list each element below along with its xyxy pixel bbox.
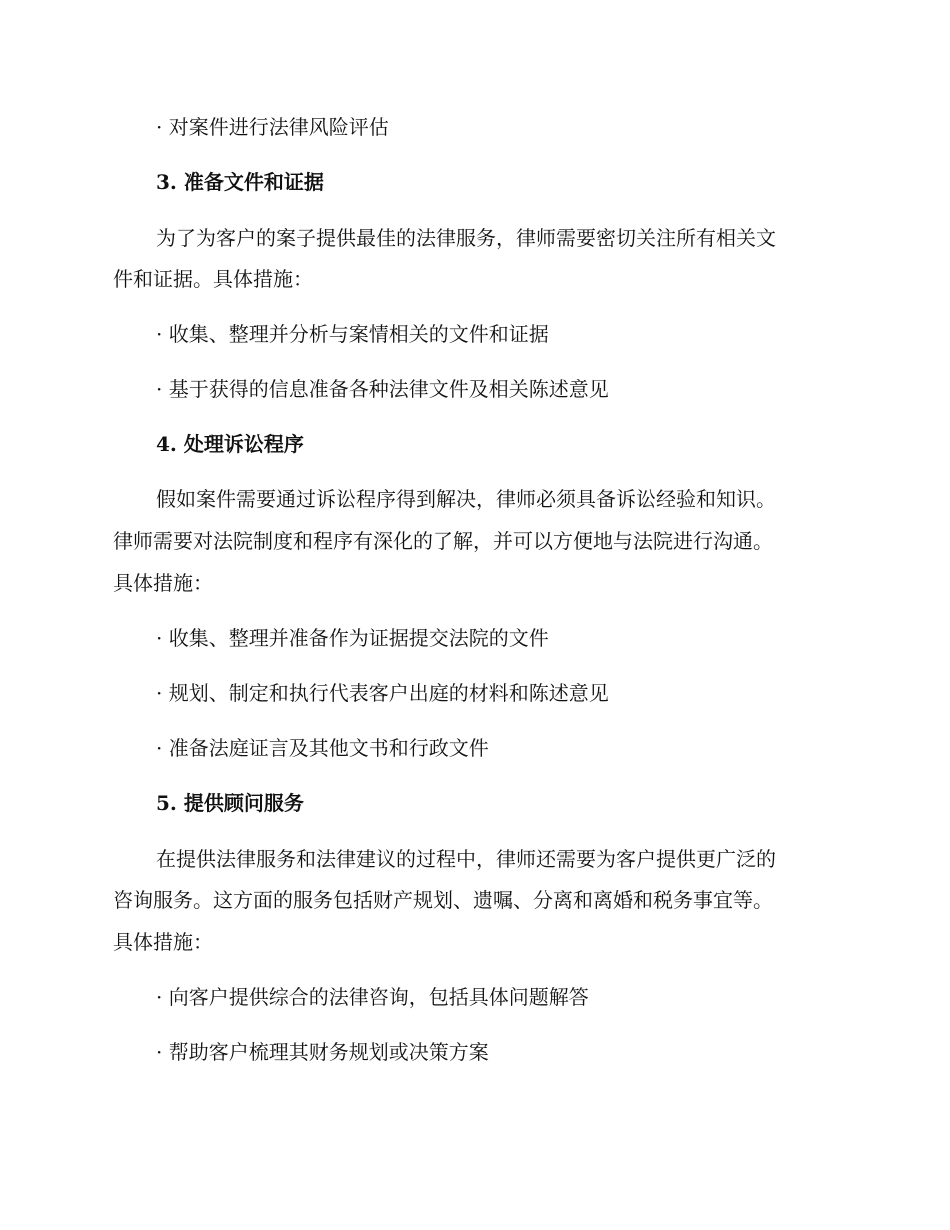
bullet-item: · 收集、整理并分析与案情相关的文件和证据: [156, 322, 549, 346]
paragraph-line: 咨询服务。这方面的服务包括财产规划、遗嘱、分离和离婚和税务事宜等。: [113, 888, 773, 912]
paragraph-line: 具体措施：: [113, 930, 213, 954]
section-heading: 3. 准备文件和证据: [156, 170, 324, 194]
bullet-item: · 基于获得的信息准备各种法律文件及相关陈述意见: [156, 377, 609, 401]
bullet-item: · 规划、制定和执行代表客户出庭的材料和陈述意见: [156, 681, 609, 705]
bullet-item: · 帮助客户梳理其财务规划或决策方案: [156, 1040, 489, 1064]
paragraph-line: 律师需要对法院制度和程序有深化的了解，并可以方便地与法院进行沟通。: [113, 529, 773, 553]
paragraph-line: 在提供法律服务和法律建议的过程中，律师还需要为客户提供更广泛的: [156, 847, 776, 871]
paragraph-line: 具体措施：: [113, 571, 213, 595]
bullet-item: · 收集、整理并准备作为证据提交法院的文件: [156, 626, 549, 650]
paragraph-line: 为了为客户的案子提供最佳的法律服务，律师需要密切关注所有相关文: [156, 226, 776, 250]
section-heading: 4. 处理诉讼程序: [156, 432, 304, 456]
bullet-item: · 准备法庭证言及其他文书和行政文件: [156, 736, 489, 760]
paragraph-line: 件和证据。具体措施：: [113, 267, 313, 291]
bullet-item: · 对案件进行法律风险评估: [156, 115, 389, 139]
bullet-item: · 向客户提供综合的法律咨询，包括具体问题解答: [156, 985, 589, 1009]
paragraph-line: 假如案件需要通过诉讼程序得到解决，律师必须具备诉讼经验和知识。: [156, 487, 776, 511]
section-heading: 5. 提供顾问服务: [156, 791, 304, 815]
